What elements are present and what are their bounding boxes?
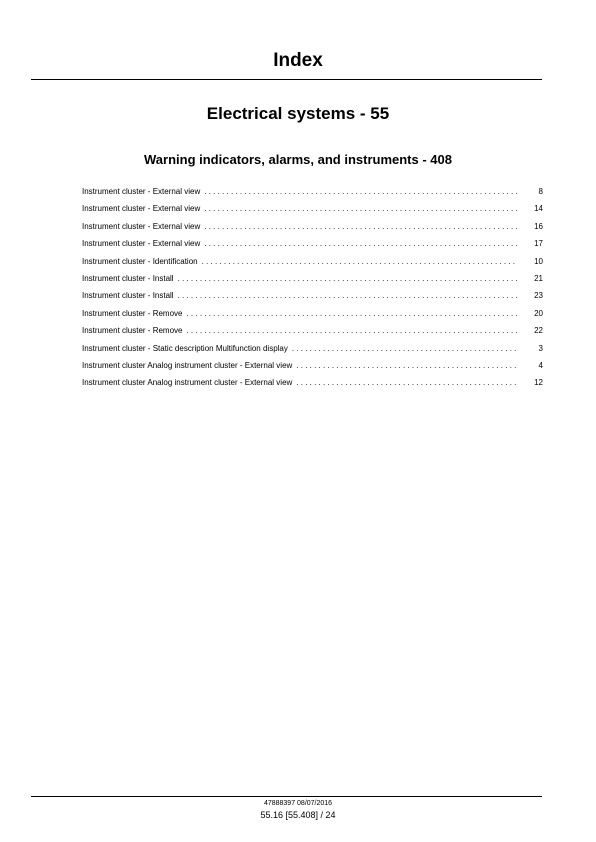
index-entry-page[interactable]: 23 xyxy=(534,291,543,301)
index-entry-page[interactable]: 12 xyxy=(534,378,543,388)
dot-leader xyxy=(178,287,517,304)
index-entry-page[interactable]: 21 xyxy=(534,273,543,283)
index-entry[interactable] xyxy=(82,305,543,322)
dot-leader xyxy=(292,340,517,357)
index-entry-label[interactable]: Instrument cluster Analog instrument cluster - External view xyxy=(82,378,293,388)
page-title: Index xyxy=(273,50,323,71)
index-entry-label[interactable]: Instrument cluster - Install xyxy=(82,291,174,301)
dot-leader xyxy=(204,200,517,217)
dot-leader xyxy=(178,270,517,287)
index-entry-page[interactable]: 3 xyxy=(538,343,543,353)
index-entry-label[interactable]: Instrument cluster - Static description Multifunction display xyxy=(82,343,288,353)
index-entry[interactable] xyxy=(82,322,543,339)
index-entry-page[interactable]: 10 xyxy=(534,256,543,266)
section-title: Electrical systems - 55 xyxy=(206,104,390,123)
index-entry[interactable] xyxy=(82,287,543,304)
index-entry-label[interactable]: Instrument cluster - External view xyxy=(82,187,201,196)
dot-leader xyxy=(202,253,517,270)
dot-leader xyxy=(296,374,517,391)
index-entry-page[interactable]: 20 xyxy=(534,308,543,318)
index-entry[interactable] xyxy=(82,183,543,200)
index-entry-page[interactable]: 4 xyxy=(538,360,543,370)
index-entry-label[interactable]: Instrument cluster - Identification xyxy=(82,256,198,266)
footer-doc-ref: 47888397 08/07/2016 xyxy=(263,800,333,807)
index-entry[interactable] xyxy=(82,235,543,252)
footer-rule xyxy=(31,796,542,797)
index-entry-label[interactable]: Instrument cluster - External view xyxy=(82,239,201,249)
subsection-title: Warning indicators, alarms, and instruments - 408 xyxy=(144,152,452,167)
index-entry[interactable] xyxy=(82,357,543,374)
index-list xyxy=(82,183,543,392)
index-entry-page[interactable]: 22 xyxy=(534,326,543,336)
index-entry[interactable] xyxy=(82,374,543,391)
dot-leader xyxy=(204,183,517,200)
dot-leader xyxy=(296,357,517,374)
index-entry[interactable] xyxy=(82,340,543,357)
dot-leader xyxy=(204,218,517,235)
index-entry-label[interactable]: Instrument cluster Analog instrument cluster - External view xyxy=(82,360,293,370)
title-rule xyxy=(31,79,542,80)
index-entry-label[interactable]: Instrument cluster - Remove xyxy=(82,308,183,318)
index-entry-label[interactable]: Instrument cluster - Install xyxy=(82,273,174,283)
index-entry[interactable] xyxy=(82,253,543,270)
dot-leader xyxy=(186,322,517,339)
index-entry-page[interactable]: 16 xyxy=(534,221,543,231)
dot-leader xyxy=(204,235,517,252)
footer-page-ref: 55.16 [55.408] / 24 xyxy=(260,810,336,820)
index-entry-label[interactable]: Instrument cluster - External view xyxy=(82,221,201,231)
index-entry[interactable] xyxy=(82,200,543,217)
dot-leader xyxy=(186,305,517,322)
index-entry-label[interactable]: Instrument cluster - External view xyxy=(82,204,201,214)
index-entry-page[interactable]: 17 xyxy=(534,239,543,249)
index-entry[interactable] xyxy=(82,270,543,287)
index-entry-page[interactable]: 14 xyxy=(534,204,543,214)
index-entry[interactable] xyxy=(82,218,543,235)
index-entry-label[interactable]: Instrument cluster - Remove xyxy=(82,326,183,336)
index-entry-page[interactable]: 8 xyxy=(538,187,543,196)
